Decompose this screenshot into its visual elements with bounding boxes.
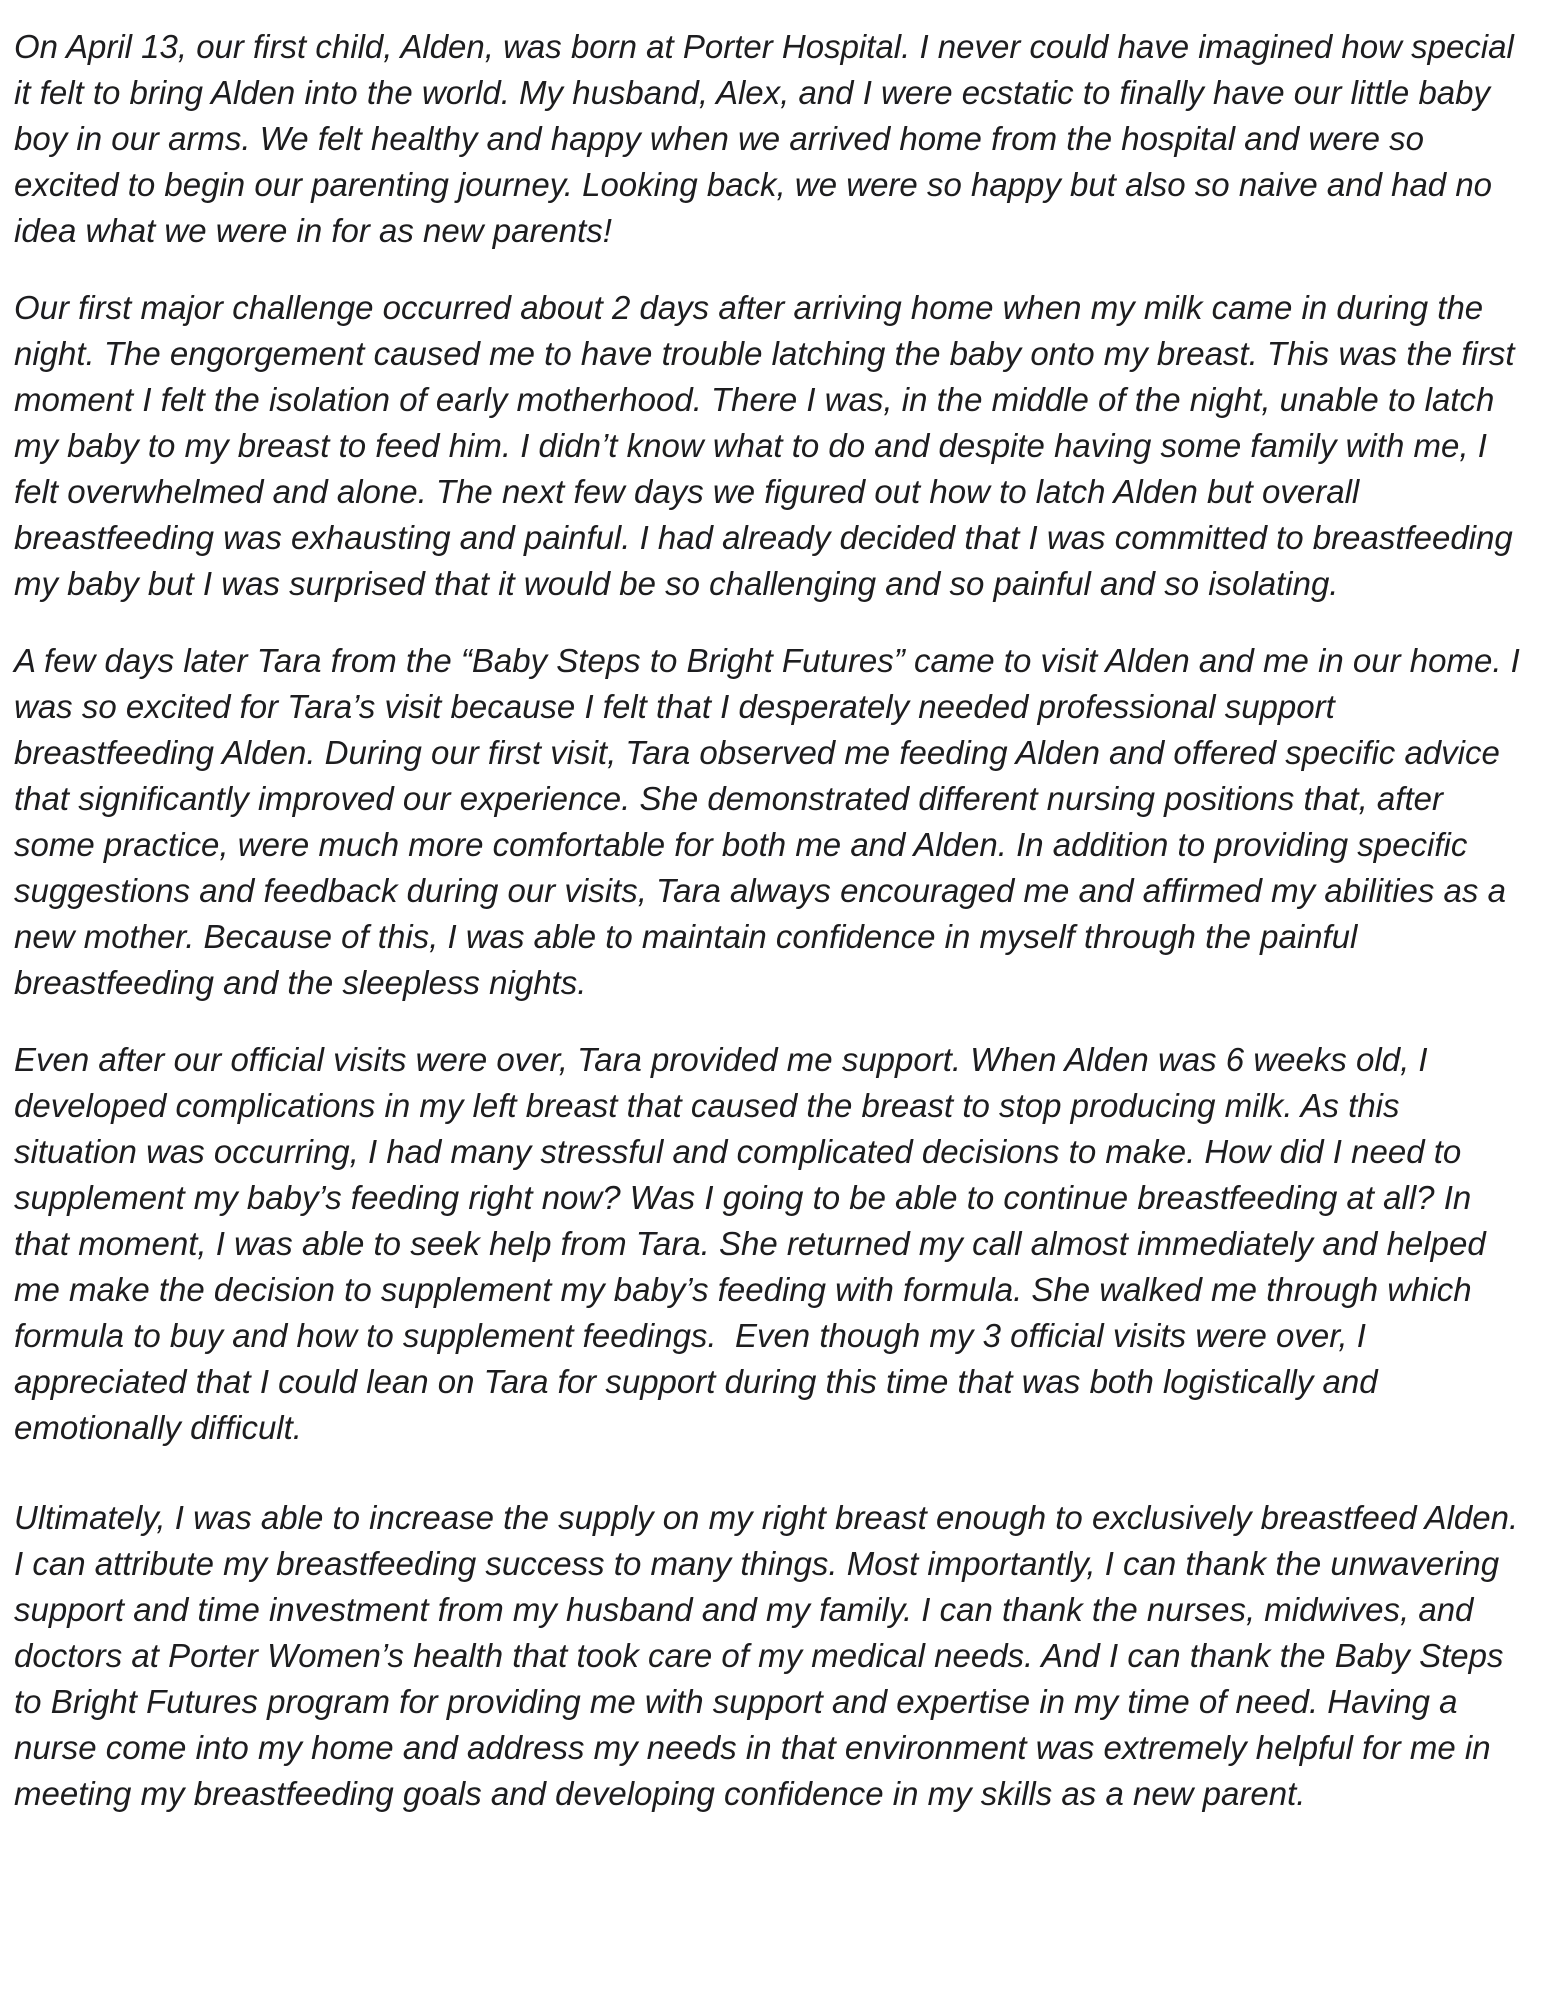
paragraph-birth-story: On April 13, our first child, Alden, was born at Porter Hospital. I never could have imagined how special it felt to bring Alden into the world. My husband, Alex, and I were ecstatic to finally have our little baby boy in our arms. We felt healthy and happy when we arrived home from the hospital and were so excited to begin our parenting journey. Looking back, we were so happy but also so naive and had no idea what we were in for as new parents! [14, 28, 1523, 249]
paragraph-ongoing-support: Even after our official visits were over, Tara provided me support. When Alden was 6 weeks old, I developed complications in my left breast that caused the breast to stop producing milk. As this situation was occurring, I had many stressful and complicated decisions to make. How did I need to supplement my baby’s feeding right now? Was I going to be able to continue breastfeeding at all? In that moment, I was able to seek help from Tara. She returned my call almost immediately and helped me make the decision to supplement my baby’s feeding with formula. She walked me through which formula to buy and how to supplement feedings. Even though my 3 official visits were over, I appreciated that I could lean on Tara for support during this time that was both logistically and emotionally difficult. [14, 1041, 1495, 1446]
paragraph-conclusion: Ultimately, I was able to increase the supply on my right breast enough to exclusively breastfeed Alden. I can attribute my breastfeeding success to many things. Most importantly, I can thank the unwavering support and time investment from my husband and my family. I can thank the nurses, midwives, and doctors at Porter Women’s health that took care of my medical needs. And I can thank the Baby Steps to Bright Futures program for providing me with support and expertise in my time of need. Having a nurse come into my home and address my needs in that environment was extremely helpful for me in meeting my breastfeeding goals and developing confidence in my skills as a new parent. [14, 1499, 1528, 1812]
paragraph-first-challenge: Our first major challenge occurred about 2 days after arriving home when my milk came in during the night. The engorgement caused me to have trouble latching the baby onto my breast. This was the first moment I felt the isolation of early motherhood. There I was, in the middle of the night, unable to latch my baby to my breast to feed him. I didn’t know what to do and despite having some family with me, I felt overwhelmed and alone. The next few days we figured out how to latch Alden but overall breastfeeding was exhausting and painful. I had already decided that I was committed to breastfeeding my baby but I was surprised that it would be so challenging and so painful and so isolating. [14, 289, 1524, 602]
testimonial-document [14, 24, 1531, 1817]
paragraph-tara-first-visit: A few days later Tara from the “Baby Steps to Bright Futures” came to visit Alden and me in our home. I was so excited for Tara’s visit because I felt that I desperately needed professional support breastfeeding Alden. During our first visit, Tara observed me feeding Alden and offered specific advice that significantly improved our experience. She demonstrated different nursing positions that, after some practice, were much more comfortable for both me and Alden. In addition to providing specific suggestions and feedback during our visits, Tara always encouraged me and affirmed my abilities as a new mother. Because of this, I was able to maintain confidence in myself through the painful breastfeeding and the sleepless nights. [14, 642, 1530, 1001]
